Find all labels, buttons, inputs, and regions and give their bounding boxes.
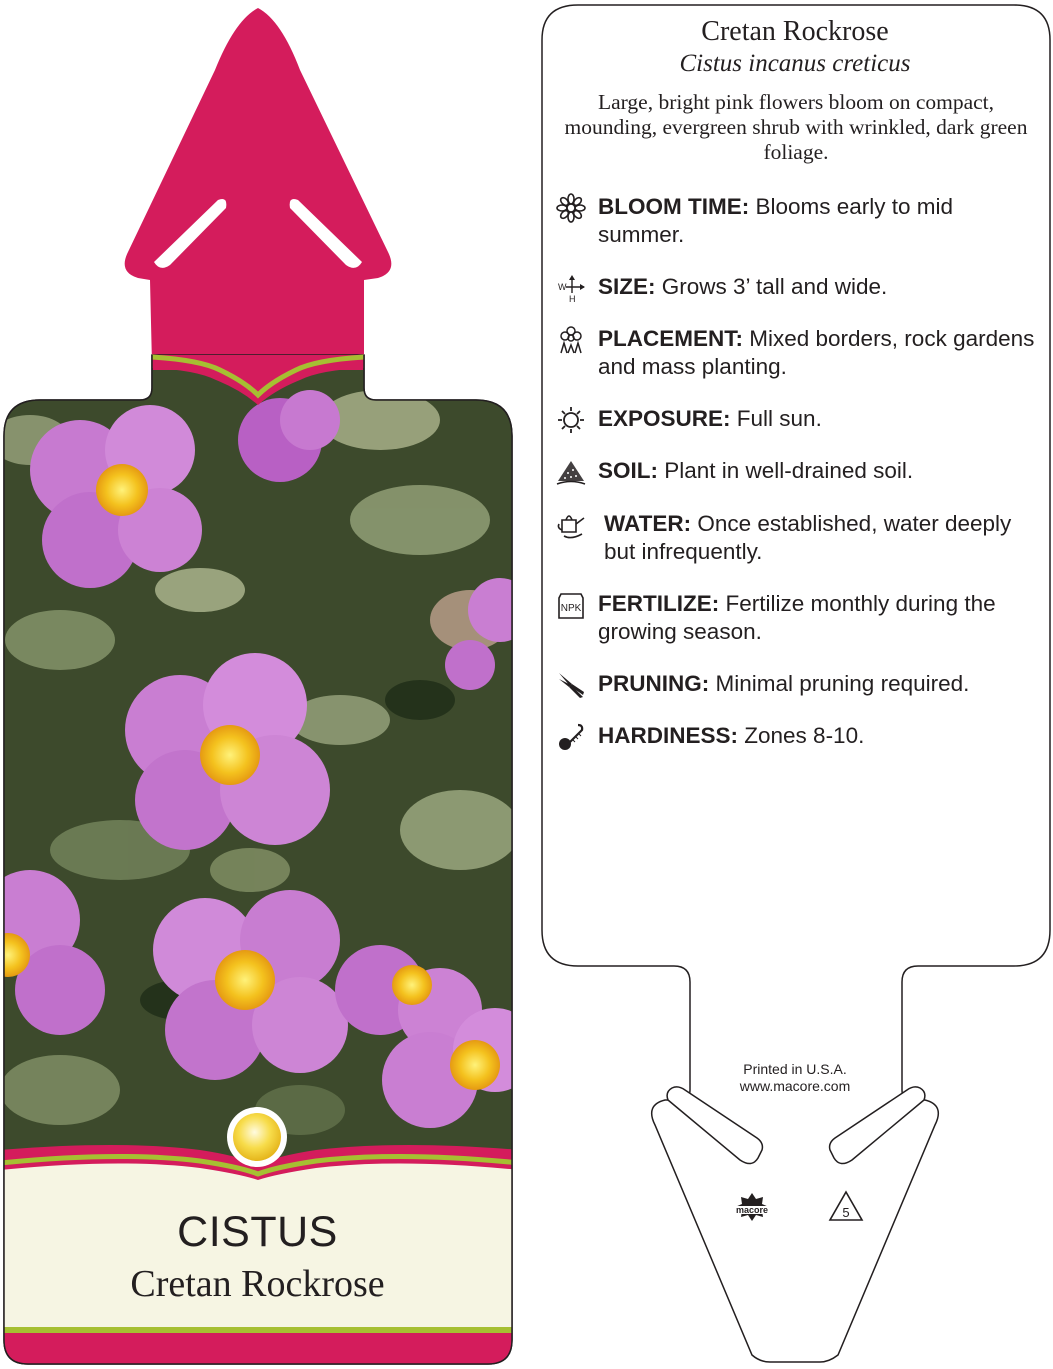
back-description: Large, bright pink flowers bloom on compact, mounding, evergreen shrub with wrinkled, dark green foliage. bbox=[564, 90, 1028, 164]
care-label: FERTILIZE: bbox=[598, 591, 720, 616]
care-text: Full sun. bbox=[730, 406, 822, 431]
flower-1 bbox=[30, 405, 202, 588]
care-label: WATER: bbox=[604, 511, 692, 536]
flower-3 bbox=[125, 653, 330, 850]
care-text: Once established, water deeply but infrequently. bbox=[604, 511, 1012, 564]
npk-icon bbox=[556, 590, 586, 620]
front-genus-name: CISTUS bbox=[177, 1208, 338, 1256]
sun-icon bbox=[556, 405, 586, 435]
flower-icon bbox=[556, 193, 586, 223]
printed-in-text: Printed in U.S.A. bbox=[743, 1061, 847, 1077]
size-w-label: W bbox=[558, 282, 567, 292]
care-text: Minimal pruning required. bbox=[709, 671, 970, 696]
watering-can-icon bbox=[556, 510, 586, 540]
care-label: SIZE: bbox=[598, 274, 656, 299]
npk-label: NPK bbox=[560, 603, 582, 614]
recycle-number: 5 bbox=[842, 1205, 850, 1220]
website-text: www.macore.com bbox=[739, 1078, 851, 1094]
care-label: HARDINESS: bbox=[598, 723, 739, 748]
front-common-name: Cretan Rockrose bbox=[130, 1263, 385, 1305]
macore-logo-text: macore bbox=[735, 1205, 769, 1215]
care-text: Fertilize monthly during the growing season. bbox=[598, 591, 996, 644]
care-label: BLOOM TIME: bbox=[598, 194, 750, 219]
plant-photo bbox=[0, 370, 537, 1170]
care-text: Zones 8-10. bbox=[738, 723, 865, 748]
flower-5 bbox=[153, 890, 348, 1080]
thermometer-icon bbox=[556, 722, 586, 752]
care-text: Plant in well-drained soil. bbox=[658, 458, 914, 483]
care-text: Grows 3’ tall and wide. bbox=[655, 274, 888, 299]
care-label: PRUNING: bbox=[598, 671, 710, 696]
back-title: Cretan Rockrose bbox=[701, 16, 889, 47]
care-text: Mixed borders, rock gardens and mass planting. bbox=[598, 326, 1035, 379]
placement-icon bbox=[556, 325, 586, 355]
front-base-lime-stripe bbox=[0, 1327, 520, 1333]
printed-info bbox=[690, 1061, 900, 1095]
care-text: Blooms early to mid summer. bbox=[598, 194, 954, 247]
pruners-icon bbox=[556, 670, 586, 700]
size-h-label: H bbox=[569, 294, 576, 303]
care-label: PLACEMENT: bbox=[598, 326, 743, 351]
care-label: SOIL: bbox=[598, 458, 658, 483]
soil-icon bbox=[556, 457, 586, 487]
sun-badge-icon bbox=[233, 1113, 281, 1161]
care-label: EXPOSURE: bbox=[598, 406, 731, 431]
size-arrows-icon bbox=[556, 273, 586, 303]
front-tag-spike bbox=[125, 8, 392, 365]
back-latin-name: Cistus incanus creticus bbox=[679, 50, 911, 77]
